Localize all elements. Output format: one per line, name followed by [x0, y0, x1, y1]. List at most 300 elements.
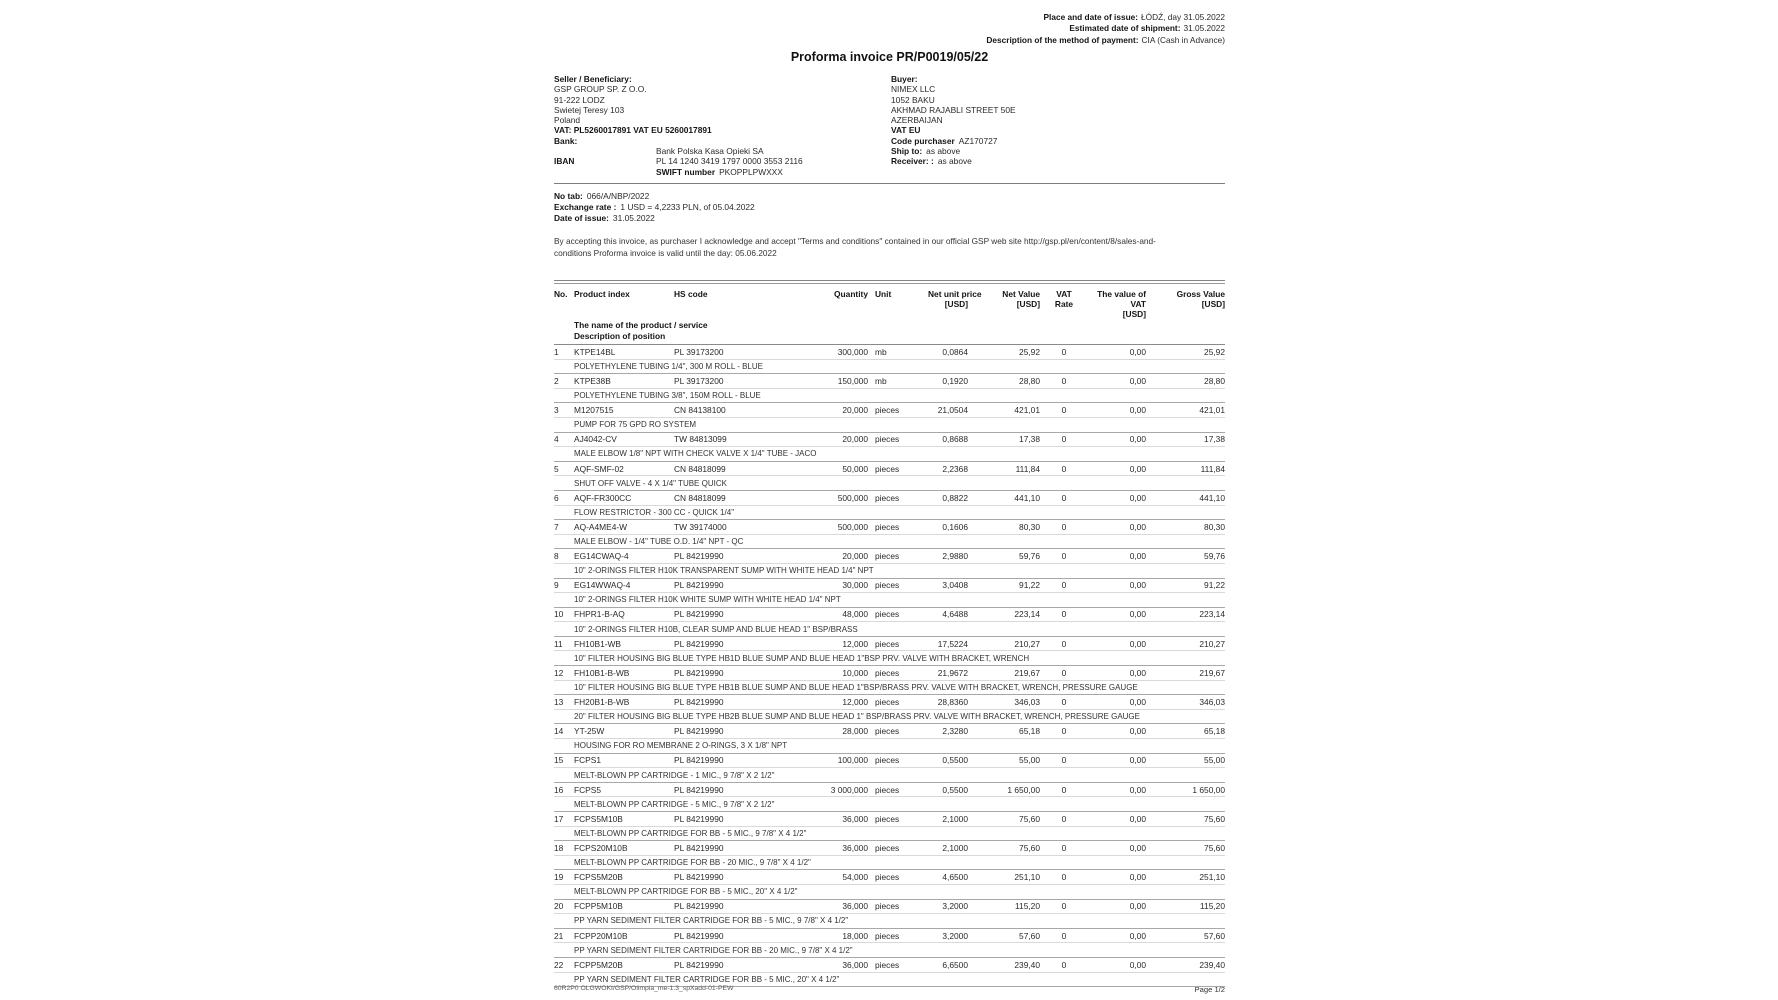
table-row-description — [554, 505, 1225, 520]
table-row-description — [554, 534, 1225, 549]
text-line: AKHMAD RAJABLI STREET 50E — [891, 104, 1016, 115]
item-description: MELT-BLOWN PP CARTRIDGE FOR BB - 5 MIC., 20" X 4 1/2" — [574, 884, 1225, 899]
cell-gross: 80,30 — [1146, 520, 1225, 535]
cell-vat: 0 — [1040, 928, 1088, 943]
cell-vat: 0 — [1040, 782, 1088, 797]
cell-unit: pieces — [868, 636, 928, 651]
cell-vatval: 0,00 — [1088, 403, 1146, 418]
meta-row: Estimated date of shipment: 31.05.2022 — [1069, 23, 1225, 34]
cell-vat: 0 — [1040, 899, 1088, 914]
cell-vat: 0 — [1040, 841, 1088, 856]
cell-net: 210,27 — [968, 636, 1040, 651]
cell-gross: 115,20 — [1146, 899, 1225, 914]
cell-index: FCPS20M10B — [574, 841, 674, 856]
cell-net: 57,60 — [968, 928, 1040, 943]
cell-unit: pieces — [868, 957, 928, 972]
cell-price: 0,5500 — [928, 782, 968, 797]
cell-no: 16 — [554, 782, 574, 797]
cell-net: 80,30 — [968, 520, 1040, 535]
cell-price: 4,6500 — [928, 870, 968, 885]
buyer-address — [891, 84, 1225, 125]
cell-no: 21 — [554, 928, 574, 943]
table-row-description — [554, 826, 1225, 841]
cell-hs: PL 39173200 — [674, 374, 794, 389]
item-description: SHUT OFF VALVE - 4 X 1/4" TUBE QUICK — [574, 476, 1225, 491]
cell-vat: 0 — [1040, 607, 1088, 622]
iban-row — [554, 156, 884, 166]
cell-net: 251,10 — [968, 870, 1040, 885]
table-row — [554, 490, 1225, 505]
cell-no: 9 — [554, 578, 574, 593]
table-row — [554, 724, 1225, 739]
cell-no: 8 — [554, 549, 574, 564]
cell-price: 2,9880 — [928, 549, 968, 564]
text-line: 1052 BAKU — [891, 94, 935, 105]
meta-row: Description of the method of payment: CIA (Cash in Advance) — [986, 34, 1225, 45]
cell-price: 3,2000 — [928, 928, 968, 943]
item-description: MELT-BLOWN PP CARTRIDGE FOR BB - 5 MIC., 9 7/8" X 4 1/2" — [574, 826, 1225, 841]
cell-qty: 36,000 — [794, 841, 868, 856]
cell-index: FCPS5M20B — [574, 870, 674, 885]
cell-vatval: 0,00 — [1088, 374, 1146, 389]
cell-vat: 0 — [1040, 461, 1088, 476]
text-line: AZERBAIJAN — [891, 115, 943, 126]
table-row — [554, 461, 1225, 476]
table-row-description — [554, 709, 1225, 724]
cell-no: 5 — [554, 461, 574, 476]
table-row — [554, 899, 1225, 914]
cell-qty: 36,000 — [794, 899, 868, 914]
cell-unit: pieces — [868, 812, 928, 827]
cell-no: 2 — [554, 374, 574, 389]
table-row-description — [554, 739, 1225, 754]
iban-value: PL 14 1240 3419 1797 0000 3553 2116 — [656, 156, 803, 167]
code-purchaser-row — [891, 136, 1225, 146]
cell-qty: 30,000 — [794, 578, 868, 593]
item-description: 10" 2-ORINGS FILTER H10K WHITE SUMP WITH WHITE HEAD 1/4" NPT — [574, 593, 1225, 608]
seller-label: Seller / Beneficiary: — [554, 74, 632, 84]
cell-index: EG14CWAQ-4 — [574, 549, 674, 564]
table-row — [554, 928, 1225, 943]
meta-block — [986, 12, 1225, 46]
cell-qty: 3 000,000 — [794, 782, 868, 797]
table-row — [554, 636, 1225, 651]
bank-name: Bank Polska Kasa Opieki SA — [656, 146, 764, 157]
cell-price: 2,2368 — [928, 461, 968, 476]
cell-unit: pieces — [868, 666, 928, 681]
cell-vatval: 0,00 — [1088, 607, 1146, 622]
cell-price: 6,6500 — [928, 957, 968, 972]
cell-vatval: 0,00 — [1088, 490, 1146, 505]
item-description: MELT-BLOWN PP CARTRIDGE FOR BB - 20 MIC., 9 7/8" X 4 1/2" — [574, 855, 1225, 870]
cell-vat: 0 — [1040, 666, 1088, 681]
cell-qty: 12,000 — [794, 695, 868, 710]
text-line: Swietej Teresy 103 — [554, 104, 625, 115]
cell-net: 239,40 — [968, 957, 1040, 972]
terms-paragraph — [554, 236, 1156, 259]
date-of-issue-label: Date of issue: — [554, 212, 609, 223]
item-description: MALE ELBOW - 1/4" TUBE O.D. 1/4" NPT - QC — [574, 534, 1225, 549]
table-header-row — [554, 287, 1225, 320]
cell-vatval: 0,00 — [1088, 345, 1146, 360]
items-table — [554, 287, 1225, 987]
cell-unit: pieces — [868, 520, 928, 535]
table-row — [554, 957, 1225, 972]
col-header-net: Net Value [USD] — [1002, 289, 1040, 310]
ship-to-row — [891, 146, 1225, 156]
table-row — [554, 870, 1225, 885]
cell-price: 2,1000 — [928, 841, 968, 856]
cell-index: FCPP20M10B — [574, 928, 674, 943]
cell-net: 91,22 — [968, 578, 1040, 593]
cell-hs: PL 84219990 — [674, 753, 794, 768]
no-tab-value: 066/A/NBP/2022 — [586, 191, 650, 201]
cell-no: 13 — [554, 695, 574, 710]
item-description: 10" FILTER HOUSING BIG BLUE TYPE HB1D BLUE SUMP AND BLUE HEAD 1"BSP PRV. VALVE WITH BRACKET, WRENCH — [574, 651, 1225, 666]
table-row — [554, 666, 1225, 681]
table-row-description — [554, 855, 1225, 870]
cell-unit: pieces — [868, 928, 928, 943]
cell-no: 10 — [554, 607, 574, 622]
text-line: NIMEX LLC — [891, 84, 936, 95]
receiver-value: as above — [937, 156, 972, 167]
no-tab-row — [554, 191, 755, 202]
cell-vat: 0 — [1040, 374, 1088, 389]
cell-qty: 10,000 — [794, 666, 868, 681]
cell-gross: 55,00 — [1146, 753, 1225, 768]
cell-no: 7 — [554, 520, 574, 535]
cell-price: 0,8688 — [928, 432, 968, 447]
cell-vat: 0 — [1040, 578, 1088, 593]
cell-index: FH10B1-WB — [574, 636, 674, 651]
item-description: 10" FILTER HOUSING BIG BLUE TYPE HB1B BLUE SUMP AND BLUE HEAD 1"BSP/BRASS PRV. VALVE WITH BRACKET, WRENCH, PRESSURE GAUGE — [574, 680, 1225, 695]
item-description: 10" 2-ORINGS FILTER H10B, CLEAR SUMP AND BLUE HEAD 1" BSP/BRASS — [574, 622, 1225, 637]
text-line: Poland — [554, 115, 581, 126]
text-line: By accepting this invoice, as purchaser I acknowledge and accept "Terms and conditions" contained in our official GSP web site http://gsp.pl/en/content/8/sales-and- — [554, 236, 1156, 246]
cell-gross: 421,01 — [1146, 403, 1225, 418]
cell-unit: mb — [868, 374, 928, 389]
cell-no: 15 — [554, 753, 574, 768]
cell-gross: 223,14 — [1146, 607, 1225, 622]
cell-hs: PL 84219990 — [674, 578, 794, 593]
items-table-wrap — [554, 287, 1225, 987]
cell-gross: 17,38 — [1146, 432, 1225, 447]
cell-price: 0,1606 — [928, 520, 968, 535]
cell-price: 3,0408 — [928, 578, 968, 593]
cell-vat: 0 — [1040, 549, 1088, 564]
table-row — [554, 403, 1225, 418]
cell-hs: PL 84219990 — [674, 549, 794, 564]
cell-vat: 0 — [1040, 345, 1088, 360]
cell-unit: mb — [868, 345, 928, 360]
cell-net: 223,14 — [968, 607, 1040, 622]
item-description: MALE ELBOW 1/8" NPT WITH CHECK VALVE X 1/4" TUBE - JACO — [574, 447, 1225, 462]
table-row-description — [554, 388, 1225, 403]
cell-vatval: 0,00 — [1088, 928, 1146, 943]
cell-net: 115,20 — [968, 899, 1040, 914]
cell-qty: 28,000 — [794, 724, 868, 739]
swift-label: SWIFT number — [656, 166, 716, 177]
table-row — [554, 345, 1225, 360]
cell-unit: pieces — [868, 695, 928, 710]
cell-price: 0,5500 — [928, 753, 968, 768]
item-description: MELT-BLOWN PP CARTRIDGE - 5 MIC., 9 7/8" X 2 1/2" — [574, 797, 1225, 812]
cell-qty: 12,000 — [794, 636, 868, 651]
item-description: MELT-BLOWN PP CARTRIDGE - 1 MIC., 9 7/8" X 2 1/2" — [574, 768, 1225, 783]
item-description: HOUSING FOR RO MEMBRANE 2 O-RINGS, 3 X 1/8" NPT — [574, 739, 1225, 754]
cell-qty: 500,000 — [794, 520, 868, 535]
table-row-description — [554, 797, 1225, 812]
col-header-qty: Quantity — [834, 289, 868, 299]
cell-no: 1 — [554, 345, 574, 360]
cell-hs: TW 39174000 — [674, 520, 794, 535]
table-row — [554, 374, 1225, 389]
cell-gross: 91,22 — [1146, 578, 1225, 593]
item-description: POLYETHYLENE TUBING 1/4", 300 M ROLL - BLUE — [574, 359, 1225, 374]
cell-qty: 500,000 — [794, 490, 868, 505]
cell-gross: 210,27 — [1146, 636, 1225, 651]
cell-hs: PL 84219990 — [674, 899, 794, 914]
cell-net: 441,10 — [968, 490, 1040, 505]
cell-unit: pieces — [868, 753, 928, 768]
seller-address — [554, 84, 884, 125]
cell-vat: 0 — [1040, 753, 1088, 768]
cell-gross: 75,60 — [1146, 812, 1225, 827]
cell-hs: PL 84219990 — [674, 636, 794, 651]
cell-qty: 100,000 — [794, 753, 868, 768]
cell-price: 0,0864 — [928, 345, 968, 360]
cell-vat: 0 — [1040, 432, 1088, 447]
table-row-description — [554, 651, 1225, 666]
receiver-row — [891, 156, 1225, 166]
cell-index: FH20B1-B-WB — [574, 695, 674, 710]
cell-no: 3 — [554, 403, 574, 418]
date-of-issue-row — [554, 213, 755, 224]
cell-vat: 0 — [1040, 695, 1088, 710]
seller-block — [554, 74, 884, 177]
exchange-rate-label: Exchange rate : — [554, 201, 617, 212]
buyer-label: Buyer: — [891, 74, 918, 84]
cell-vatval: 0,00 — [1088, 812, 1146, 827]
cell-net: 28,80 — [968, 374, 1040, 389]
cell-gross: 75,60 — [1146, 841, 1225, 856]
table-subheader-row — [554, 320, 1225, 345]
cell-price: 28,8360 — [928, 695, 968, 710]
divider-rule — [554, 183, 1225, 184]
table-row — [554, 782, 1225, 797]
table-row-description — [554, 417, 1225, 432]
cell-unit: pieces — [868, 870, 928, 885]
cell-unit: pieces — [868, 461, 928, 476]
buyer-vat-eu-label: VAT EU — [891, 125, 921, 136]
cell-no: 4 — [554, 432, 574, 447]
cell-gross: 28,80 — [1146, 374, 1225, 389]
cell-no: 19 — [554, 870, 574, 885]
cell-gross: 59,76 — [1146, 549, 1225, 564]
text-line: conditions Proforma invoice is valid until the day: 05.06.2022 — [554, 247, 777, 258]
date-of-issue-value: 31.05.2022 — [612, 212, 655, 223]
table-row-description — [554, 768, 1225, 783]
table-row — [554, 578, 1225, 593]
receiver-label: Receiver: : — [891, 156, 934, 167]
cell-gross: 219,67 — [1146, 666, 1225, 681]
cell-vatval: 0,00 — [1088, 461, 1146, 476]
cell-qty: 48,000 — [794, 607, 868, 622]
cell-unit: pieces — [868, 782, 928, 797]
cell-vatval: 0,00 — [1088, 432, 1146, 447]
cell-qty: 20,000 — [794, 403, 868, 418]
text-line: 91-222 LODZ — [554, 94, 605, 105]
cell-gross: 346,03 — [1146, 695, 1225, 710]
col-header-hs: HS code — [674, 289, 708, 299]
exchange-rate-value: 1 USD = 4,2233 PLN, of 05.04.2022 — [620, 201, 755, 212]
cell-hs: CN 84818099 — [674, 461, 794, 476]
table-row — [554, 753, 1225, 768]
cell-qty: 50,000 — [794, 461, 868, 476]
cell-gross: 25,92 — [1146, 345, 1225, 360]
cell-net: 55,00 — [968, 753, 1040, 768]
cell-vat: 0 — [1040, 490, 1088, 505]
cell-index: FCPS5 — [574, 782, 674, 797]
table-row — [554, 607, 1225, 622]
cell-unit: pieces — [868, 724, 928, 739]
cell-net: 346,03 — [968, 695, 1040, 710]
cell-hs: PL 84219990 — [674, 724, 794, 739]
cell-unit: pieces — [868, 490, 928, 505]
item-description: POLYETHYLENE TUBING 3/8", 150M ROLL - BLUE — [574, 388, 1225, 403]
cell-qty: 300,000 — [794, 345, 868, 360]
cell-price: 2,3280 — [928, 724, 968, 739]
table-row-description — [554, 563, 1225, 578]
cell-vatval: 0,00 — [1088, 695, 1146, 710]
table-row — [554, 841, 1225, 856]
cell-qty: 54,000 — [794, 870, 868, 885]
cell-index: AQF-SMF-02 — [574, 461, 674, 476]
col-header-vatval: The value of VAT [USD] — [1097, 289, 1146, 320]
cell-net: 59,76 — [968, 549, 1040, 564]
cell-hs: CN 84818099 — [674, 490, 794, 505]
col-header-index: Product index — [574, 289, 630, 299]
cell-unit: pieces — [868, 403, 928, 418]
item-description: 10" 2-ORINGS FILTER H10K TRANSPARENT SUMP WITH WHITE HEAD 1/4" NPT — [574, 563, 1225, 578]
cell-vat: 0 — [1040, 812, 1088, 827]
iban-label: IBAN — [554, 156, 575, 167]
cell-no: 22 — [554, 957, 574, 972]
cell-index: AQF-FR300CC — [574, 490, 674, 505]
code-purchaser-label: Code purchaser — [891, 135, 955, 146]
table-row-description — [554, 359, 1225, 374]
col-header-no: No. — [554, 289, 568, 299]
cell-index: FCPS5M10B — [574, 812, 674, 827]
cell-unit: pieces — [868, 549, 928, 564]
cell-price: 3,2000 — [928, 899, 968, 914]
code-purchaser-value: AZ170727 — [958, 135, 998, 146]
product-service-header: The name of the product / service Description of position — [574, 320, 1225, 345]
no-tab-label: No tab: — [554, 191, 583, 201]
cell-vatval: 0,00 — [1088, 841, 1146, 856]
cell-index: AQ-A4ME4-W — [574, 520, 674, 535]
cell-vat: 0 — [1040, 403, 1088, 418]
cell-hs: PL 84219990 — [674, 782, 794, 797]
cell-unit: pieces — [868, 841, 928, 856]
text-line: GSP GROUP SP. Z O.O. — [554, 84, 647, 95]
cell-gross: 1 650,00 — [1146, 782, 1225, 797]
cell-no: 6 — [554, 490, 574, 505]
cell-index: KTPE38B — [574, 374, 674, 389]
cell-qty: 20,000 — [794, 432, 868, 447]
cell-qty: 36,000 — [794, 812, 868, 827]
cell-vat: 0 — [1040, 636, 1088, 651]
cell-hs: TW 84813099 — [674, 432, 794, 447]
table-row — [554, 432, 1225, 447]
bank-label: Bank: — [554, 135, 578, 146]
cell-no: 18 — [554, 841, 574, 856]
table-row — [554, 520, 1225, 535]
cell-unit: pieces — [868, 578, 928, 593]
cell-no: 14 — [554, 724, 574, 739]
cell-index: FCPS1 — [574, 753, 674, 768]
cell-index: FCPP5M10B — [574, 899, 674, 914]
table-row-description — [554, 622, 1225, 637]
cell-gross: 441,10 — [1146, 490, 1225, 505]
cell-vatval: 0,00 — [1088, 578, 1146, 593]
cell-net: 75,60 — [968, 841, 1040, 856]
cell-vatval: 0,00 — [1088, 782, 1146, 797]
swift-value: PKOPPLPWXXX — [719, 166, 783, 177]
cell-hs: PL 84219990 — [674, 695, 794, 710]
cell-price: 0,1920 — [928, 374, 968, 389]
page-number: Page 1/2 — [1194, 985, 1225, 994]
cell-vat: 0 — [1040, 520, 1088, 535]
cell-gross: 57,60 — [1146, 928, 1225, 943]
cell-net: 421,01 — [968, 403, 1040, 418]
ship-to-label: Ship to: — [891, 146, 923, 157]
cell-hs: PL 84219990 — [674, 666, 794, 681]
table-row-description — [554, 943, 1225, 958]
table-row-description — [554, 476, 1225, 491]
table-row-description — [554, 447, 1225, 462]
cell-no: 20 — [554, 899, 574, 914]
cell-vatval: 0,00 — [1088, 753, 1146, 768]
swift-row — [554, 167, 884, 177]
item-description: PP YARN SEDIMENT FILTER CARTRIDGE FOR BB - 20 MIC., 9 7/8" X 4 1/2" — [574, 943, 1225, 958]
table-row-description — [554, 593, 1225, 608]
cell-gross: 65,18 — [1146, 724, 1225, 739]
cell-index: FHPR1-B-AQ — [574, 607, 674, 622]
cell-gross: 111,84 — [1146, 461, 1225, 476]
cell-price: 0,8822 — [928, 490, 968, 505]
cell-qty: 150,000 — [794, 374, 868, 389]
cell-hs: PL 39173200 — [674, 345, 794, 360]
cell-index: YT-25W — [574, 724, 674, 739]
col-header-gross: Gross Value [USD] — [1176, 289, 1225, 310]
meta-row: Place and date of issue: ŁÓDŹ, day 31.05.2022 — [1043, 12, 1225, 22]
cell-no: 17 — [554, 812, 574, 827]
cell-net: 25,92 — [968, 345, 1040, 360]
cell-hs: PL 84219990 — [674, 870, 794, 885]
cell-hs: PL 84219990 — [674, 607, 794, 622]
cell-unit: pieces — [868, 899, 928, 914]
cell-qty: 20,000 — [794, 549, 868, 564]
cell-index: EG14WWAQ-4 — [574, 578, 674, 593]
cell-price: 21,0504 — [928, 403, 968, 418]
cell-qty: 36,000 — [794, 957, 868, 972]
exchange-rate-row — [554, 202, 755, 213]
cell-price: 17,5224 — [928, 636, 968, 651]
cell-unit: pieces — [868, 607, 928, 622]
cell-no: 12 — [554, 666, 574, 681]
table-row-description — [554, 884, 1225, 899]
